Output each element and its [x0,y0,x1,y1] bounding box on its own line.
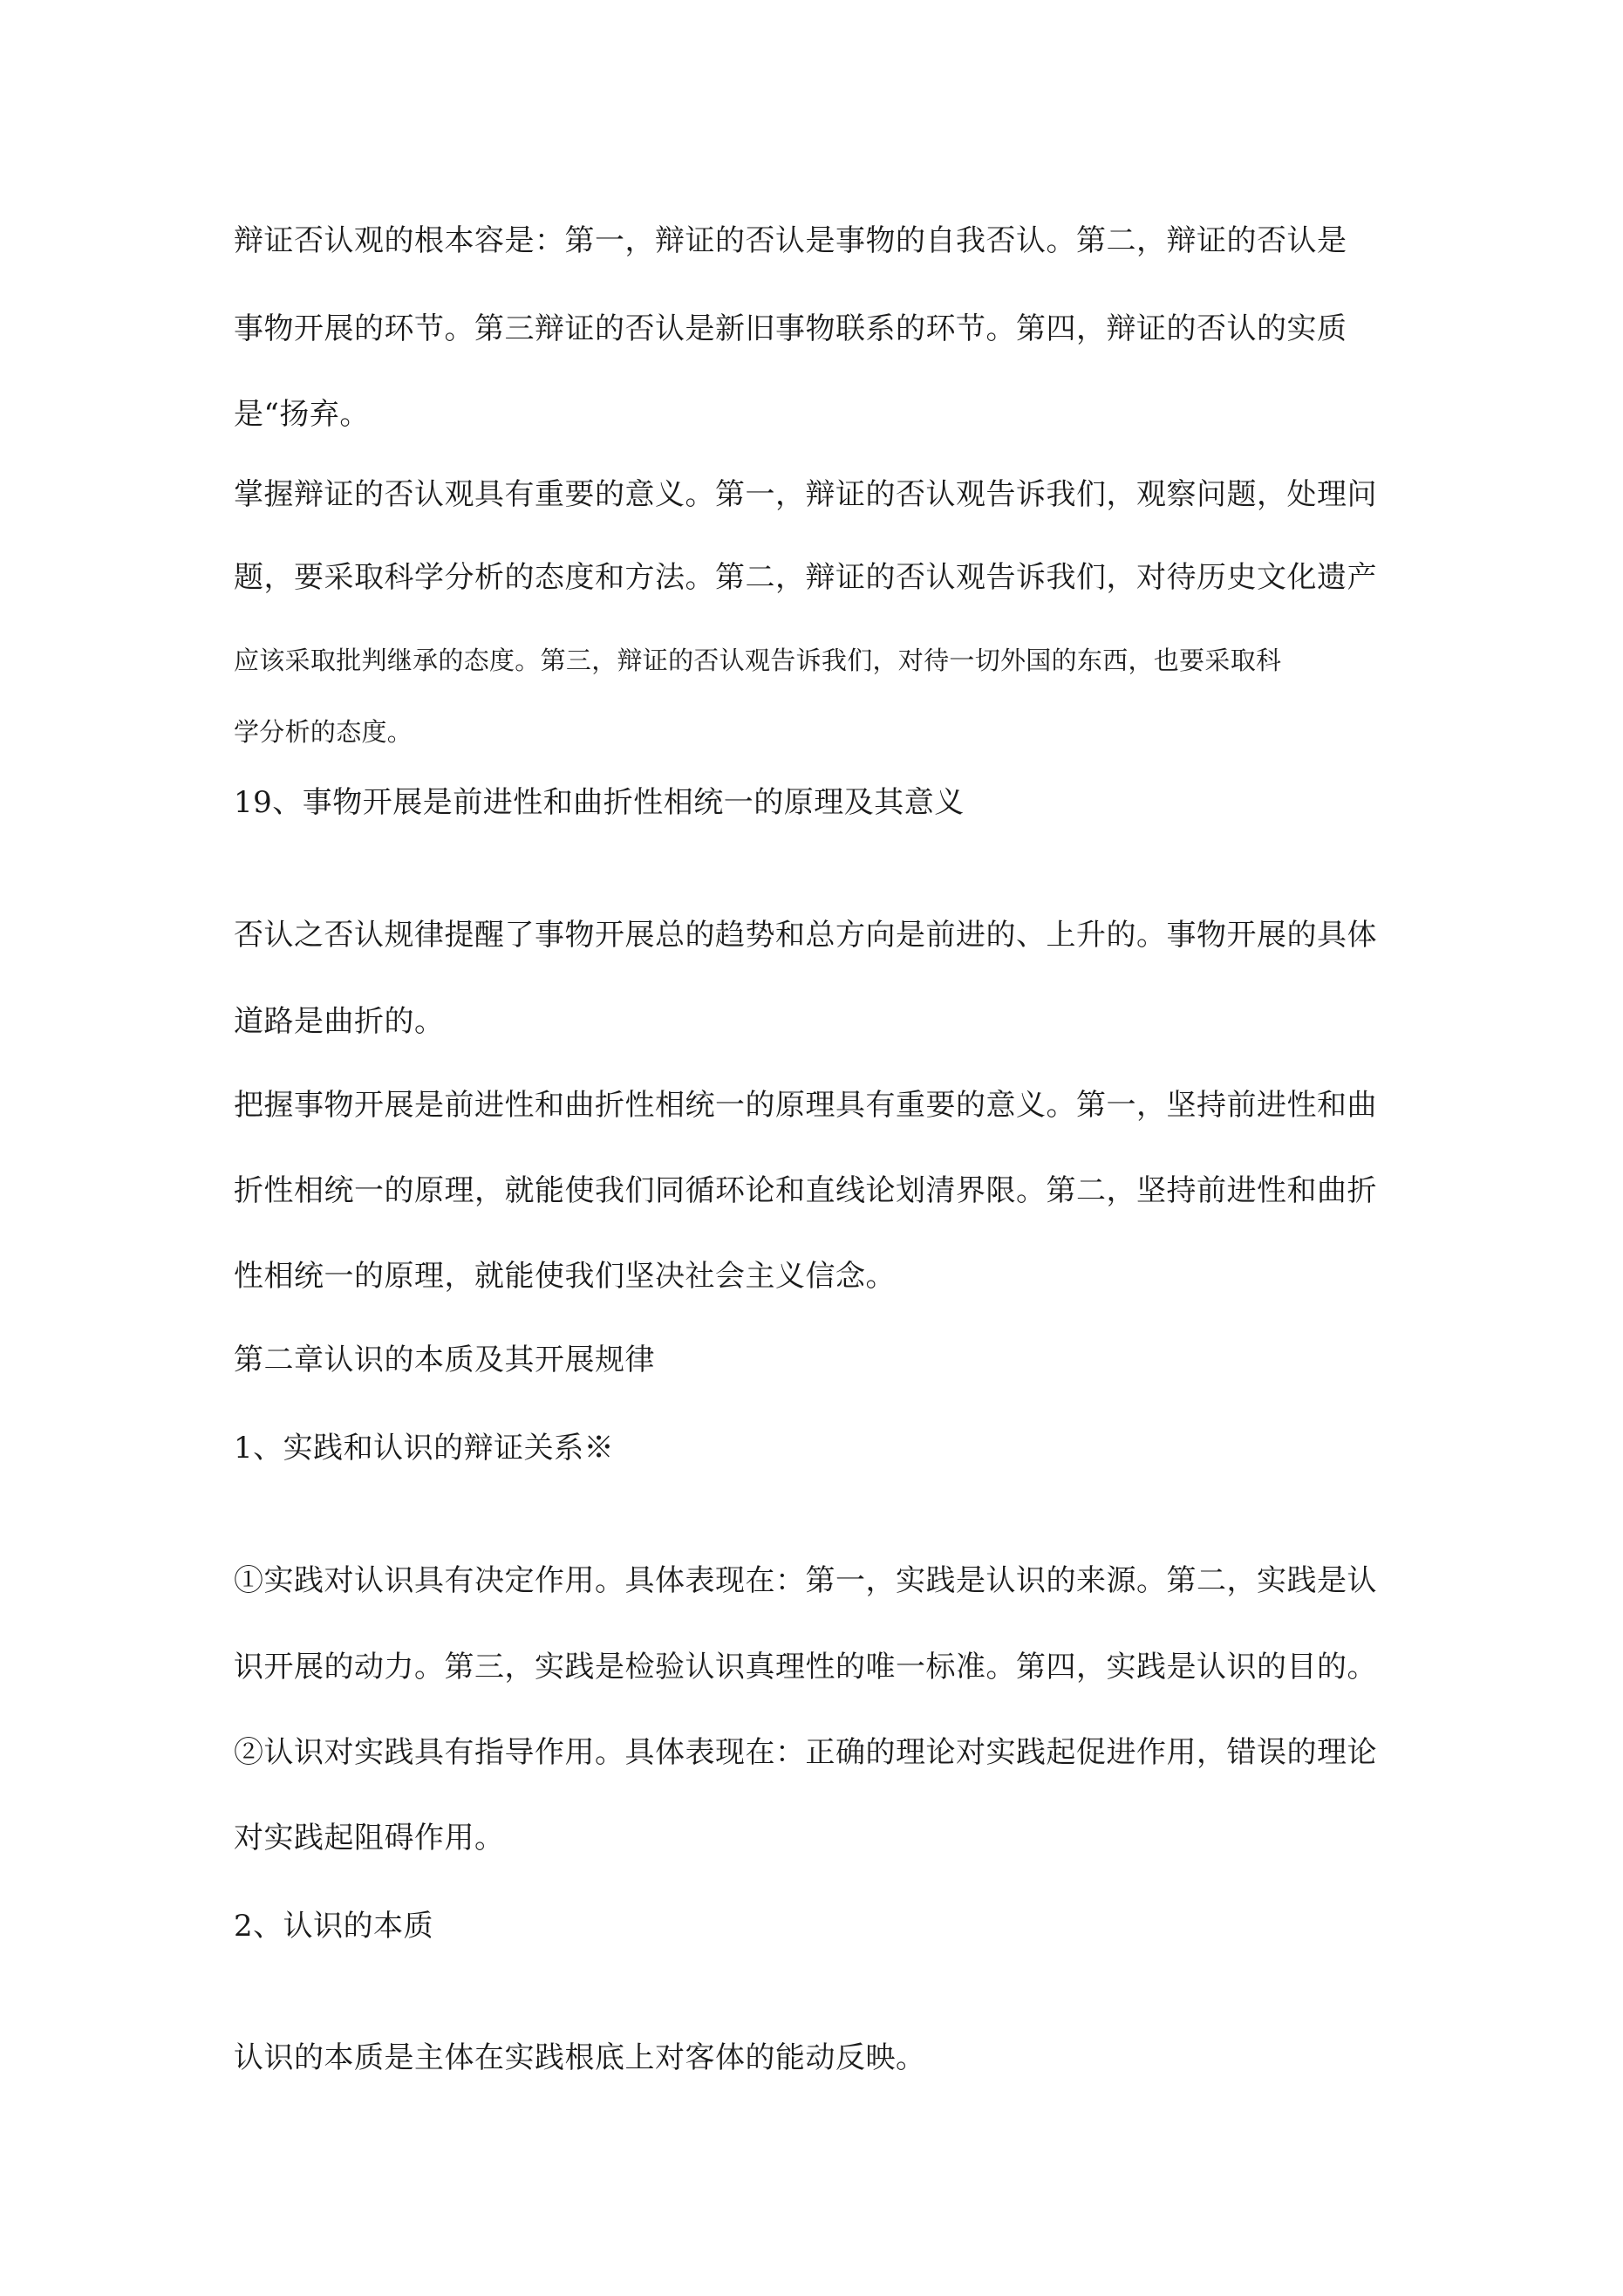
text-line-19: 对实践起阻碍作用。 [234,1821,505,1855]
text-line-18: ②认识对实践具有指导作用。具体表现在：正确的理论对实践起促进作用，错误的理论 [234,1735,1377,1770]
text-line-12: 折性相统一的原理，就能使我们同循环论和直线论划清界限。第二，坚持前进性和曲折 [234,1173,1377,1208]
text-line-21: 认识的本质是主体在实践根底上对客体的能动反映。 [234,2040,926,2075]
text-line-6: 应该采取批判继承的态度。第三，辩证的否认观告诉我们，对待一切外国的东西，也要采取科 [234,646,1282,675]
text-line-2: 事物开展的环节。第三辩证的否认是新旧事物联系的环节。第四，辩证的否认的实质 [234,311,1347,346]
text-line-13: 性相统一的原理，就能使我们坚决社会主义信念。 [234,1259,896,1294]
chapter-heading: 第二章认识的本质及其开展规律 [234,1343,655,1377]
text-line-7: 学分析的态度。 [234,717,413,747]
text-line-3: 是“扬弃。 [234,397,370,432]
section-heading-19: 19、事物开展是前进性和曲折性相统一的原理及其意义 [234,785,965,820]
section-heading-2: 2、认识的本质 [234,1909,434,1944]
text-line-5: 题，要采取科学分析的态度和方法。第二，辩证的否认观告诉我们，对待历史文化遗产 [234,560,1377,595]
section-heading-1: 1、实践和认识的辩证关系※ [234,1431,615,1466]
text-line-16: ①实践对认识具有决定作用。具体表现在：第一，实践是认识的来源。第二，实践是认 [234,1563,1377,1598]
text-line-17: 识开展的动力。第三，实践是检验认识真理性的唯一标准。第四，实践是认识的目的。 [234,1650,1377,1684]
text-line-1: 辩证否认观的根本容是：第一，辩证的否认是事物的自我否认。第二，辩证的否认是 [234,223,1347,258]
text-line-9: 否认之否认规律提醒了事物开展总的趋势和总方向是前进的、上升的。事物开展的具体 [234,918,1377,953]
text-line-4: 掌握辩证的否认观具有重要的意义。第一，辩证的否认观告诉我们，观察问题，处理问 [234,477,1377,512]
text-line-10: 道路是曲折的。 [234,1004,445,1039]
text-line-11: 把握事物开展是前进性和曲折性相统一的原理具有重要的意义。第一，坚持前进性和曲 [234,1088,1377,1123]
